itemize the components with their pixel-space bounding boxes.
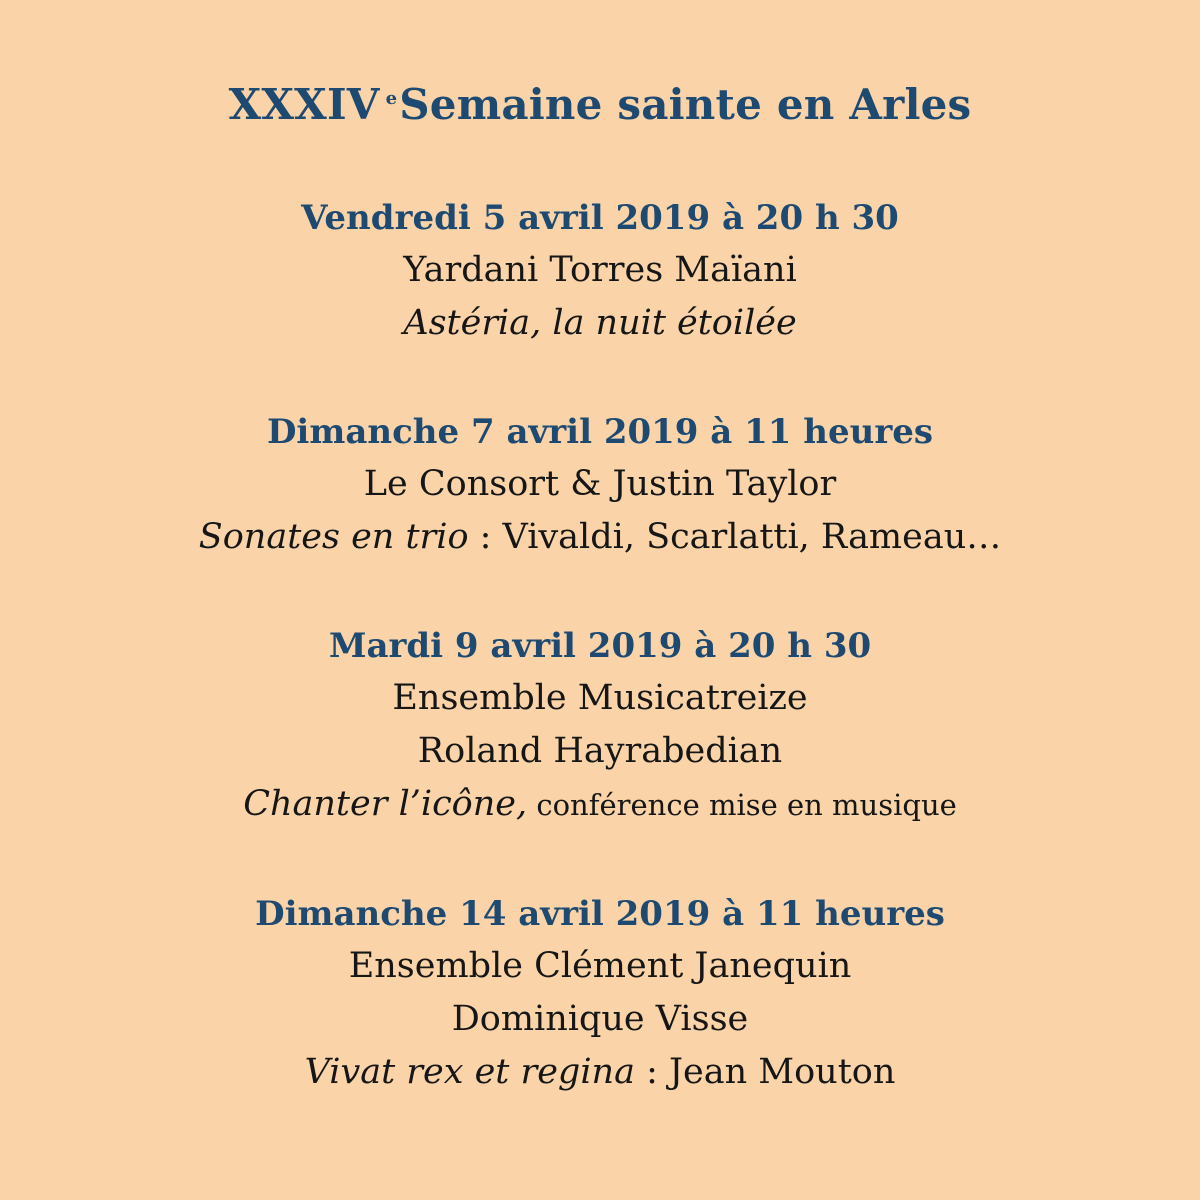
event-date: Mardi 9 avril 2019 à 20 h 30 — [328, 626, 872, 666]
event-program — [0, 511, 1200, 564]
title-text: Semaine sainte en Arles — [399, 80, 972, 129]
program-suffix: : Vivaldi, Scarlatti, Rameau… — [468, 517, 1002, 557]
event-date: Dimanche 14 avril 2019 à 11 heures — [255, 894, 945, 934]
event-date: Vendredi 5 avril 2019 à 20 h 30 — [301, 198, 899, 238]
event-1 — [0, 192, 1200, 350]
program-title: Chanter l’icône, — [243, 784, 528, 824]
event-performer: Yardani Torres Maïani — [403, 250, 797, 290]
program-title: Vivat rex et regina — [304, 1052, 635, 1092]
title-numeral: XXXIV — [228, 80, 380, 129]
event-2 — [0, 406, 1200, 564]
event-3 — [0, 620, 1200, 832]
title-ordinal: e — [385, 88, 398, 109]
event-performer: Ensemble Clément Janequin — [348, 946, 852, 986]
event-program — [0, 297, 1200, 350]
program-title: Astéria, la nuit étoilée — [403, 303, 797, 343]
event-date: Dimanche 7 avril 2019 à 11 heures — [266, 412, 934, 452]
event-conductor: Roland Hayrabedian — [417, 731, 783, 771]
event-performer: Ensemble Musicatreize — [392, 678, 808, 718]
event-performer: Le Consort & Justin Taylor — [363, 464, 837, 504]
event-conductor: Dominique Visse — [451, 999, 749, 1039]
page-title — [0, 74, 1200, 136]
event-program — [0, 1046, 1200, 1099]
program-suffix: : Jean Mouton — [634, 1052, 896, 1092]
program-title: Sonates en trio — [198, 517, 469, 557]
event-program — [0, 778, 1200, 832]
event-4 — [0, 888, 1200, 1099]
program-suffix: conférence mise en musique — [527, 788, 957, 822]
